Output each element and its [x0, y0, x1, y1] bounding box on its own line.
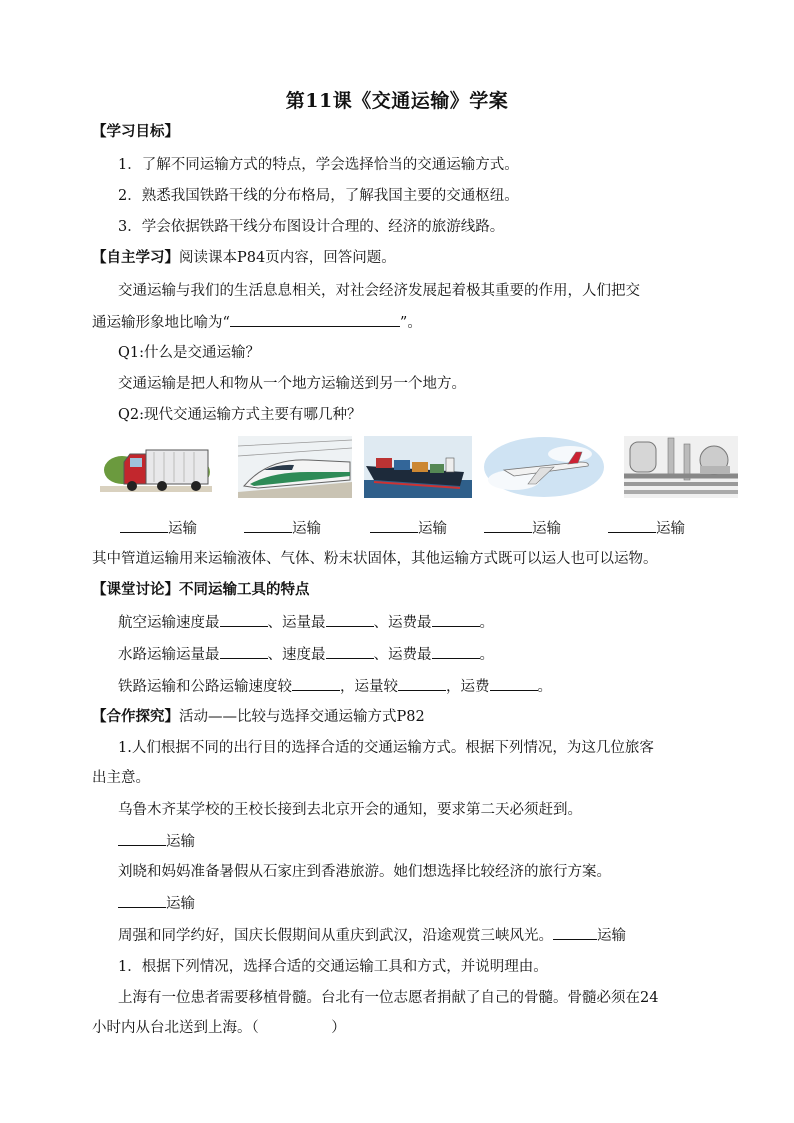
answer-blank[interactable]: [230, 312, 400, 327]
case4-line: 上海有一位患者需要移植骨髓。台北有一位志愿者捐献了自己的骨髓。骨髓必须在24: [118, 990, 659, 1006]
paragraph-text: 通运输形象地比喻为“: [92, 315, 230, 331]
cooperation-line: [92, 707, 425, 727]
answer-blank[interactable]: [370, 518, 418, 533]
answer-blank[interactable]: [432, 612, 480, 627]
transport-blank: [118, 893, 195, 914]
text: 。: [537, 679, 552, 695]
airplane-image: [484, 436, 604, 498]
case-text-content: 周强和同学约好，国庆长假期间从重庆到武汉，沿途观赏三峡风光。: [118, 928, 553, 944]
question-q1: Q1:什么是交通运输？: [118, 345, 260, 361]
self-study-heading: 【自主学习】: [92, 249, 179, 266]
page-title: 第11课《交通运输》学案: [285, 90, 509, 112]
answer-blank[interactable]: [608, 518, 656, 533]
question-q2: Q2:现代交通运输方式主要有哪几种？: [118, 407, 362, 423]
discussion-air: [118, 612, 494, 633]
goals-heading: 【学习目标】: [92, 123, 179, 140]
transport-label: 运输: [597, 928, 626, 944]
transport-label: 运输: [168, 521, 197, 537]
text: ，运费: [446, 679, 490, 695]
answer-blank[interactable]: [490, 676, 538, 691]
answer-blank[interactable]: [118, 831, 166, 846]
text: 航空运输速度最: [118, 615, 220, 631]
transport-blank: [370, 518, 447, 539]
answer-blank[interactable]: [220, 612, 268, 627]
discussion-heading: 【课堂讨论】不同运输工具的特点: [92, 581, 310, 598]
transport-label: 运输: [656, 521, 685, 537]
answer-blank[interactable]: [326, 612, 374, 627]
transport-label: 运输: [292, 521, 321, 537]
discussion-rail-road: [118, 676, 552, 697]
answer-blank[interactable]: [484, 518, 532, 533]
goal-item: 1．了解不同运输方式的特点，学会选择恰当的交通运输方式。: [118, 157, 519, 173]
self-study-line: [92, 248, 396, 268]
text: 。: [479, 615, 494, 631]
text: 、运费最: [373, 647, 432, 663]
paragraph-text: ”。: [399, 315, 422, 331]
discussion-water: [118, 644, 494, 665]
answer-blank[interactable]: [220, 644, 268, 659]
ship-image: [364, 436, 472, 498]
self-study-intro: 阅读课本P84页内容，回答问题。: [179, 250, 396, 266]
answer-blank[interactable]: [292, 676, 340, 691]
item1-line: 出主意。: [92, 770, 150, 786]
text: 水路运输运量最: [118, 647, 220, 663]
transport-label: 运输: [166, 896, 195, 912]
answer-a1: 交通运输是把人和物从一个地方运输送到另一个地方。: [118, 376, 466, 392]
transport-blank: [244, 518, 321, 539]
answer-blank[interactable]: [398, 676, 446, 691]
text: 铁路运输和公路运输速度较: [118, 679, 292, 695]
cooperation-heading: 【合作探究】: [92, 708, 179, 725]
text: ，运量较: [340, 679, 398, 695]
transport-label: 运输: [166, 834, 195, 850]
case-text: [118, 925, 626, 946]
case-text: 乌鲁木齐某学校的王校长接到去北京开会的通知，要求第二天必须赶到。: [118, 802, 582, 818]
goal-item: 3．学会依据铁路干线分布图设计合理的、经济的旅游线路。: [118, 219, 505, 235]
transport-blank: [120, 518, 197, 539]
case-text: 刘晓和妈妈准备暑假从石家庄到香港旅游。她们想选择比较经济的旅行方案。: [118, 864, 611, 880]
answer-blank[interactable]: [244, 518, 292, 533]
text: 、运量最: [267, 615, 326, 631]
transport-blank: [484, 518, 561, 539]
answer-blank[interactable]: [326, 644, 374, 659]
pipeline-note: 其中管道运输用来运输液体、气体、粉末状固体，其他运输方式既可以运人也可以运物。: [92, 551, 658, 567]
cooperation-activity: 活动——比较与选择交通运输方式P82: [179, 709, 425, 725]
truck-image: [100, 436, 212, 498]
item2-line: 1．根据下列情况，选择合适的交通运输工具和方式，并说明理由。: [118, 959, 548, 975]
answer-blank[interactable]: [553, 925, 597, 940]
train-image: [238, 436, 352, 498]
answer-blank[interactable]: [120, 518, 168, 533]
answer-blank[interactable]: [118, 893, 166, 908]
text: 。: [479, 647, 494, 663]
pipeline-image: [624, 436, 738, 498]
transport-label: 运输: [532, 521, 561, 537]
answer-blank[interactable]: [432, 644, 480, 659]
text: 、速度最: [267, 647, 326, 663]
transport-label: 运输: [418, 521, 447, 537]
transport-blank: [608, 518, 685, 539]
transport-blank: [118, 831, 195, 852]
text: 、运费最: [373, 615, 432, 631]
item1-line: 1.人们根据不同的出行目的选择合适的交通运输方式。根据下列情况，为这几位旅客: [118, 740, 654, 756]
paragraph-line: 交通运输与我们的生活息息相关，对社会经济发展起着极其重要的作用，人们把交: [118, 283, 640, 299]
goal-item: 2．熟悉我国铁路干线的分布格局，了解我国主要的交通枢纽。: [118, 188, 519, 204]
case4-line: 小时内从台北送到上海。（ ）: [92, 1020, 346, 1036]
paragraph-line: [92, 312, 422, 333]
transport-images: [96, 436, 746, 500]
